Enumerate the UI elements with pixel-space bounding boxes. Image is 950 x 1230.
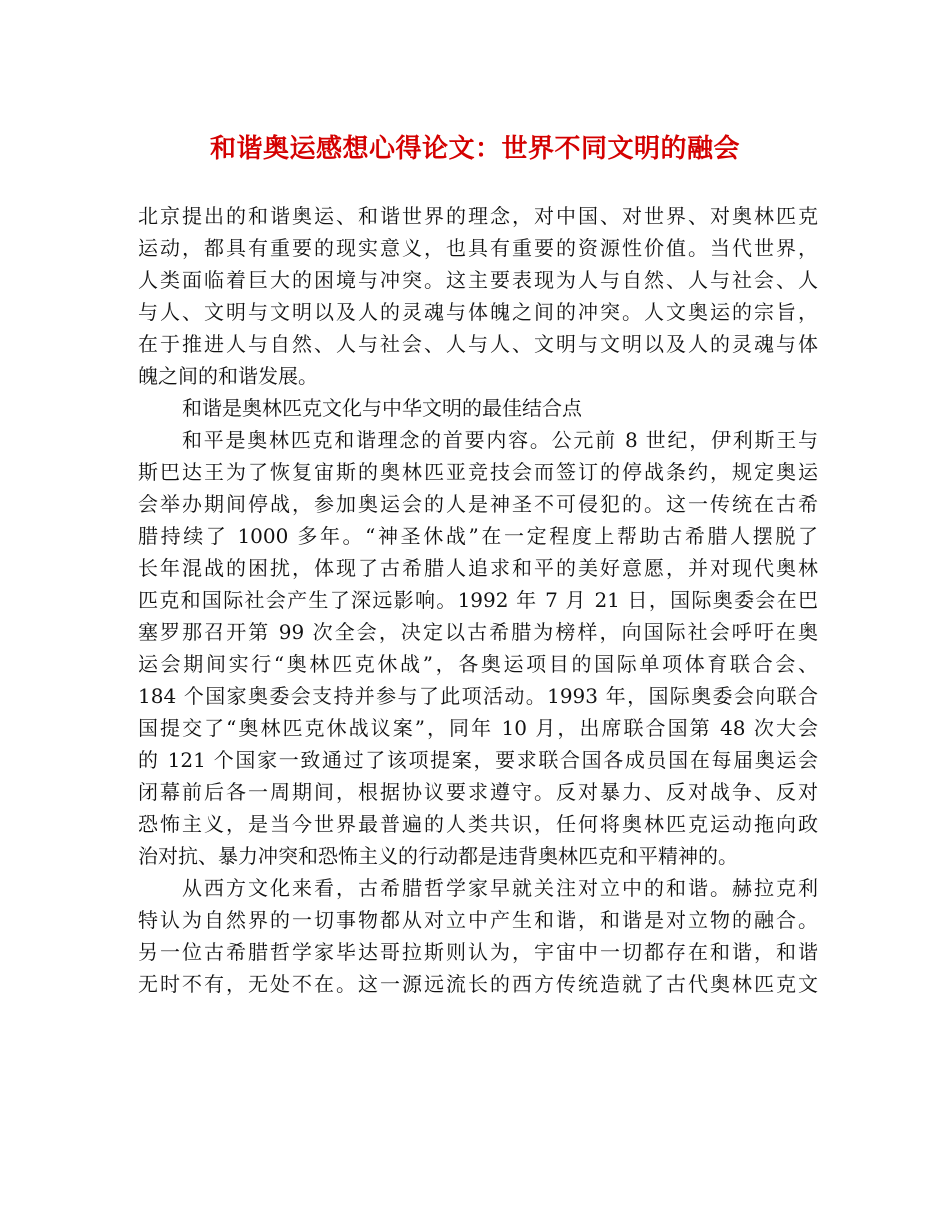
text-line: 人类面临着巨大的困境与冲突。这主要表现为人与自然、人与社会、人 <box>138 268 818 292</box>
text-line: 闭幕前后各一周期间，根据协议要求遵守。反对暴力、反对战争、反对 <box>138 780 818 804</box>
text-line: 会举办期间停战，参加奥运会的人是神圣不可侵犯的。这一传统在古希 <box>138 492 818 516</box>
text-line: 斯巴达王为了恢复宙斯的奥林匹亚竞技会而签订的停战条约，规定奥运 <box>138 460 818 484</box>
text-line: 从西方文化来看，古希腊哲学家早就关注对立中的和谐。赫拉克利 <box>182 876 818 900</box>
document-body <box>138 200 818 1000</box>
text-line: 魄之间的和谐发展。 <box>138 364 318 388</box>
text-line: 运动，都具有重要的现实意义，也具有重要的资源性价值。当代世界， <box>138 236 818 260</box>
text-line: 特认为自然界的一切事物都从对立中产生和谐，和谐是对立物的融合。 <box>138 908 818 932</box>
text-line: 治对抗、暴力冲突和恐怖主义的行动都是违背奥林匹克和平精神的。 <box>138 844 738 868</box>
text-line: 塞罗那召开第 99 次全会，决定以古希腊为榜样，向国际社会呼吁在奥 <box>138 620 818 644</box>
text-line: 运会期间实行“奥林匹克休战”，各奥运项目的国际单项体育联合会、 <box>138 652 818 676</box>
text-line: 匹克和国际社会产生了深远影响。1992 年 7 月 21 日，国际奥委会在巴 <box>138 588 818 612</box>
text-line: 184 个国家奥委会支持并参与了此项活动。1993 年，国际奥委会向联合 <box>138 684 818 708</box>
document-title: 和谐奥运感想心得论文：世界不同文明的融会 <box>209 134 740 164</box>
text-line: 另一位古希腊哲学家毕达哥拉斯则认为，宇宙中一切都存在和谐，和谐 <box>138 940 818 964</box>
text-line: 北京提出的和谐奥运、和谐世界的理念，对中国、对世界、对奥林匹克 <box>138 204 818 228</box>
text-line: 的 121 个国家一致通过了该项提案，要求联合国各成员国在每届奥运会 <box>138 748 818 772</box>
text-line: 长年混战的困扰，体现了古希腊人追求和平的美好意愿，并对现代奥林 <box>138 556 818 580</box>
text-line: 国提交了“奥林匹克休战议案”，同年 10 月，出席联合国第 48 次大会 <box>138 716 818 740</box>
text-line: 与人、文明与文明以及人的灵魂与体魄之间的冲突。人文奥运的宗旨， <box>138 300 818 324</box>
text-line: 腊持续了 1000 多年。“神圣休战”在一定程度上帮助古希腊人摆脱了 <box>138 524 818 548</box>
text-line: 恐怖主义，是当今世界最普遍的人类共识，任何将奥林匹克运动拖向政 <box>138 812 818 836</box>
text-line: 在于推进人与自然、人与社会、人与人、文明与文明以及人的灵魂与体 <box>138 332 818 356</box>
text-line: 和平是奥林匹克和谐理念的首要内容。公元前 8 世纪，伊利斯王与 <box>182 428 818 452</box>
text-line: 和谐是奥林匹克文化与中华文明的最佳结合点 <box>182 396 582 420</box>
text-line: 无时不有，无处不在。这一源远流长的西方传统造就了古代奥林匹克文 <box>138 972 818 996</box>
